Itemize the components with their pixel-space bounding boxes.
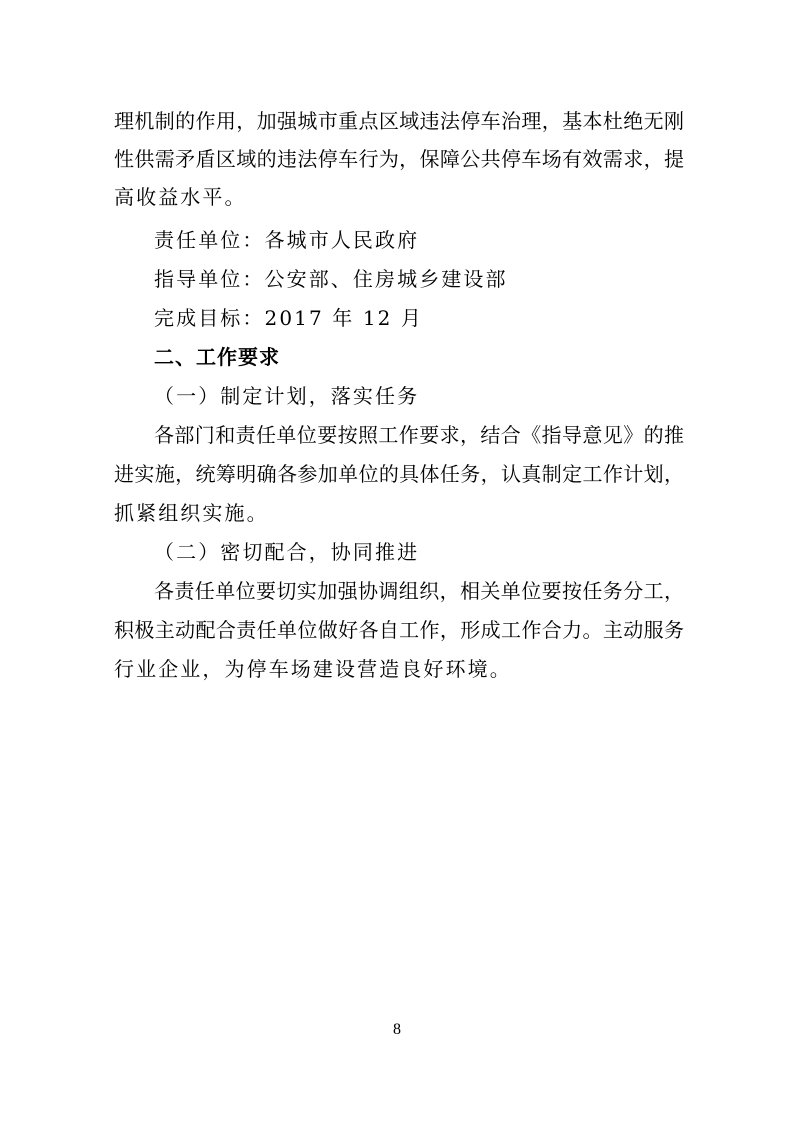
subheading-make-plan: （一）制定计划，落实任务: [154, 384, 420, 408]
body-text-line-8: 积极主动配合责任单位做好各自工作，形成工作合力。主动服务: [114, 618, 684, 642]
section-heading-work-requirements: 二、工作要求: [154, 345, 280, 369]
guiding-unit: 指导单位：公安部、住房城乡建设部: [154, 267, 508, 291]
body-text-line-5: 进实施，统筹明确各参加单位的具体任务，认真制定工作计划，: [114, 462, 684, 486]
body-text-line-4: 各部门和责任单位要按照工作要求，结合《指导意见》的推: [154, 423, 684, 447]
completion-target: 完成目标：2017 年 12 月: [154, 306, 424, 330]
body-text-line-3: 高收益水平。: [114, 185, 247, 209]
responsible-unit: 责任单位：各城市人民政府: [154, 228, 420, 252]
body-text-line-6: 抓紧组织实施。: [114, 501, 269, 525]
body-text-line-2: 性供需矛盾区域的违法停车行为，保障公共停车场有效需求，提: [114, 147, 684, 171]
subheading-cooperate: （二）密切配合，协同推进: [154, 540, 420, 564]
body-text-line-9: 行业企业，为停车场建设营造良好环境。: [114, 657, 512, 681]
page-number: 8: [393, 1021, 401, 1038]
body-text-line-7: 各责任单位要切实加强协调组织，相关单位要按任务分工，: [154, 579, 684, 603]
body-text-line-1: 理机制的作用，加强城市重点区域违法停车治理，基本杜绝无刚: [114, 109, 684, 133]
